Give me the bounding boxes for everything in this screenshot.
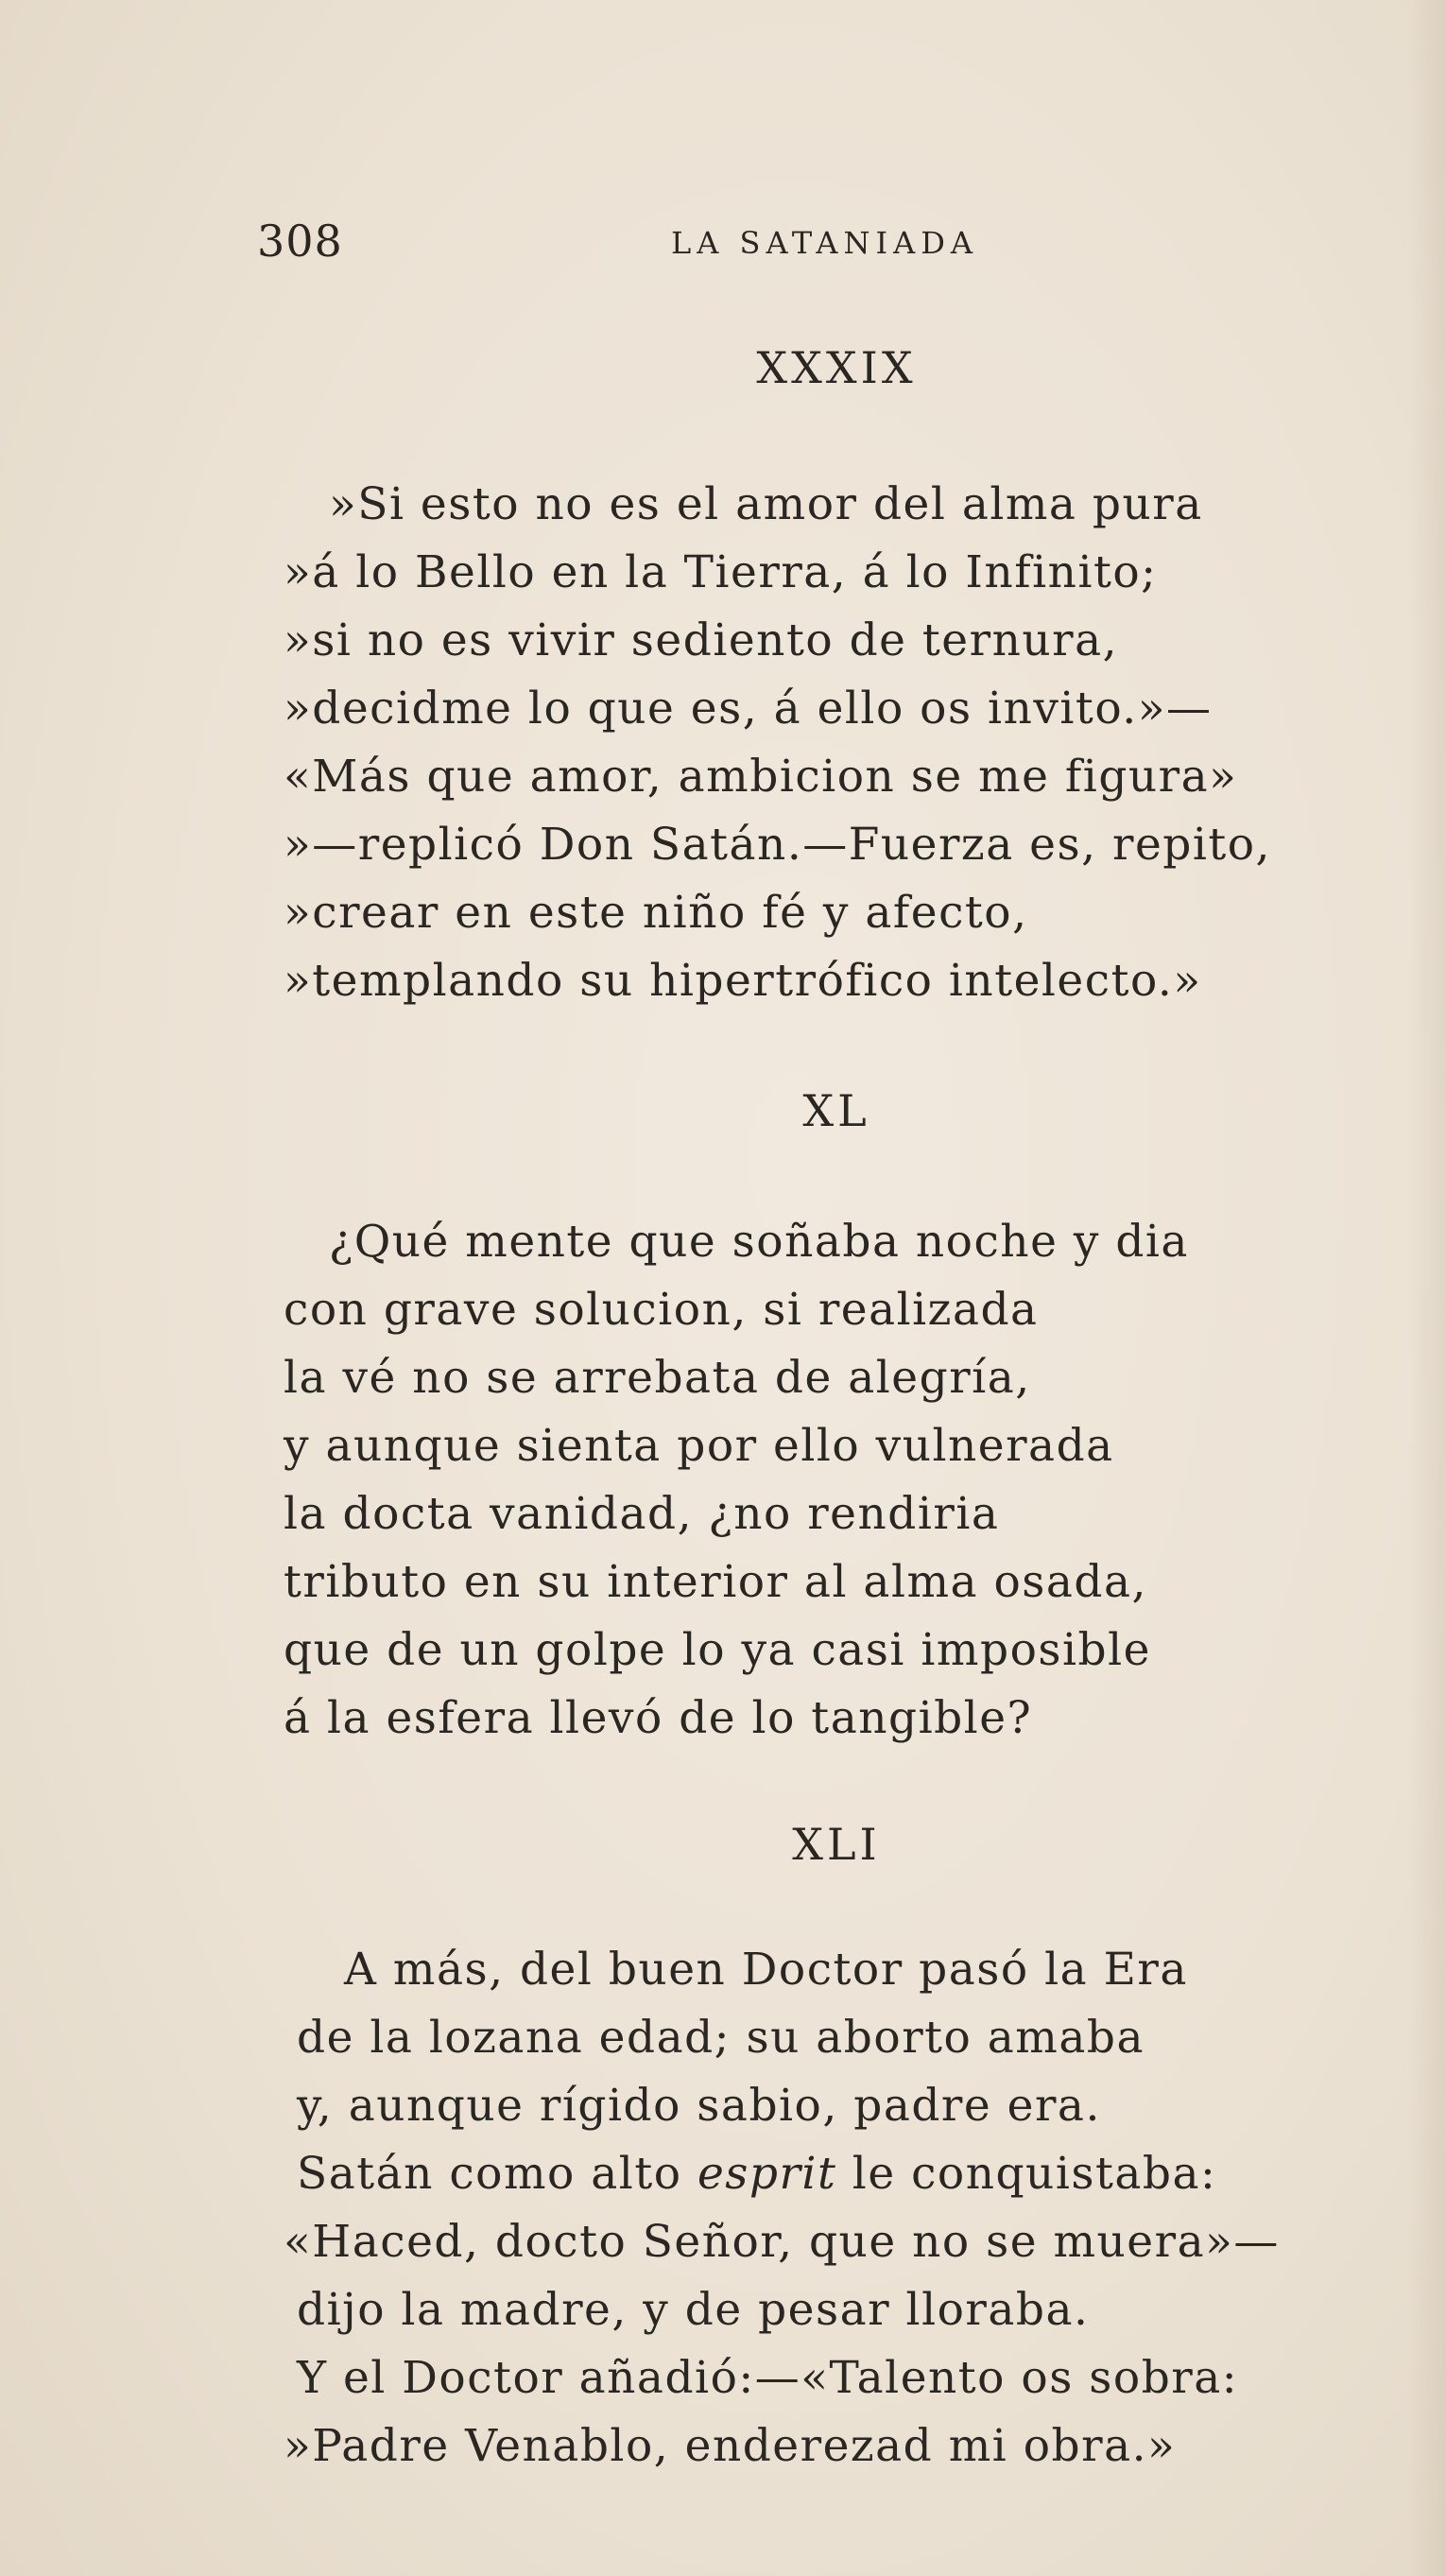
verse-line: »decidme lo que es, á ello os invito.»— (284, 683, 1213, 735)
italic-word: esprit (697, 2148, 837, 2200)
verse-line: á la esfera llevó de lo tangible? (284, 1692, 1033, 1744)
verse-line: »Si esto no es el amor del alma pura (329, 478, 1203, 530)
verse-line: dijo la madre, y de pesar lloraba. (297, 2284, 1090, 2336)
verse-line-with-italic (297, 2148, 1217, 2200)
verse-line: «Haced, docto Señor, que no se muera»— (284, 2216, 1280, 2268)
verse-line: ¿Qué mente que soñaba noche y dia (329, 1216, 1189, 1268)
verse-line: la docta vanidad, ¿no rendiria (284, 1488, 1000, 1540)
verse-line: de la lozana edad; su aborto amaba (297, 2012, 1145, 2064)
verse-line: »crear en este niño fé y afecto, (284, 887, 1028, 939)
verse-line: »templando su hipertrófico intelecto.» (284, 955, 1202, 1007)
stanza-number-xl: XL (802, 1085, 870, 1136)
page-number: 308 (257, 216, 343, 267)
verse-line: con grave solucion, si realizada (284, 1284, 1039, 1336)
verse-line: »Padre Venablo, enderezad mi obra.» (284, 2420, 1177, 2472)
verse-line: la vé no se arrebata de alegría, (284, 1352, 1031, 1404)
verse-line: »si no es vivir sediento de ternura, (284, 614, 1119, 666)
verse-line: y, aunque rígido sabio, padre era. (297, 2080, 1101, 2132)
verse-line: y aunque sienta por ello vulnerada (284, 1420, 1114, 1472)
verse-line: Y el Doctor añadió:—«Talento os sobra: (297, 2352, 1239, 2404)
verse-text: le conquistaba: (836, 2148, 1217, 2200)
verse-line: »á lo Bello en la Tierra, á lo Infinito; (284, 546, 1158, 598)
stanza-number-xli: XLI (792, 1819, 881, 1870)
verse-line: que de un golpe lo ya casi imposible (284, 1624, 1151, 1676)
verse-text: Satán como alto (297, 2148, 697, 2200)
stanza-number-xxxix: XXXIX (756, 342, 917, 393)
verse-line: «Más que amor, ambicion se me figura» (284, 751, 1238, 803)
running-title: LA SATANIADA (671, 225, 979, 261)
verse-line: »—replicó Don Satán.—Fuerza es, repito, (284, 819, 1271, 871)
verse-line: A más, del buen Doctor pasó la Era (344, 1944, 1188, 1996)
page-header (0, 216, 1446, 272)
verse-line: tributo en su interior al alma osada, (284, 1556, 1147, 1608)
